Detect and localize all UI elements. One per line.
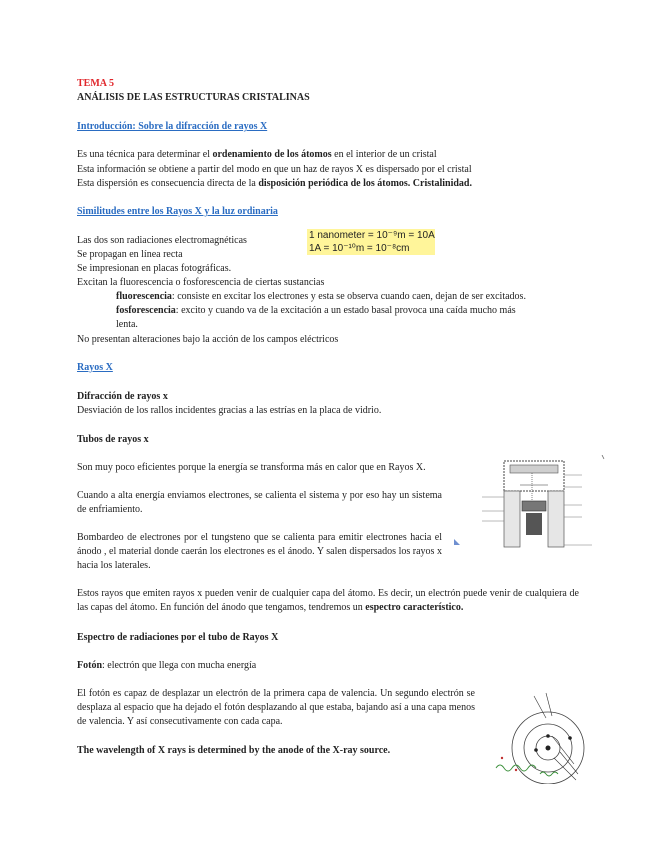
unit-note-angstrom: 1A = 10⁻¹⁰m = 10⁻⁸cm	[307, 242, 435, 255]
similitud-item: Excitan la fluorescencia o fosforescencia de ciertas sustancias	[77, 277, 325, 288]
capa-paragraph: Estos rayos que emiten rayos x pueden venir de cualquier capa del átomo. Es decir, un electrón puede venir de cualquiera de las capas del átomo. En función del ánodo que tengamos, tendremos un espectro característico.	[77, 588, 579, 613]
rayos-heading-link[interactable]: Rayos X	[77, 362, 113, 373]
tubos-title: Tubos de rayos x	[77, 434, 149, 445]
atom-shell-diagram	[494, 688, 586, 784]
tubos-paragraph-2: Cuando a alta energía enviamos electrones, se calienta el sistema y por eso hay un sistema de enfriamiento.	[77, 490, 442, 515]
foton-paragraph: El fotón es capaz de desplazar un electrón de la primera capa de valencia. Un segundo electrón se desplaza al espacio que ha dejado el fotón desplazando al que estaba, bajando así a una capa menos de valencia. Y así consecutivamente con cada capa.	[77, 688, 475, 727]
wavelength-statement: The wavelength of X rays is determined by the anode of the X-ray source.	[77, 745, 391, 756]
fosforescencia-definition: fosforescencia: excito y cuando va de la excitación a un estado basal provoca una caída mucho más	[116, 305, 516, 316]
similitud-last: No presentan alteraciones bajo la acción de los campos eléctricos	[77, 334, 339, 345]
difraccion-title: Difracción de rayos x	[77, 391, 168, 402]
page-title: ANÁLISIS DE LAS ESTRUCTURAS CRISTALINAS	[77, 92, 310, 103]
intro-line-3: Esta dispersión es consecuencia directa de la disposición periódica de los átomos. Cristalinidad.	[77, 178, 472, 189]
xray-tube-diagram	[452, 455, 612, 555]
difraccion-text: Desviación de los rallos incidentes gracias a las estrías en la placa de vidrio.	[77, 405, 382, 416]
similitud-item: Se propagan en línea recta	[77, 249, 183, 260]
intro-line-1: Es una técnica para determinar el ordenamiento de los átomos en el interior de un cristal	[77, 149, 437, 160]
intro-heading-link[interactable]: Introducción: Sobre la difracción de rayos X	[77, 121, 268, 132]
tubos-paragraph-3: Bombardeo de electrones por el tungsteno que se calienta para emitir electrones hacia el ánodo , el material donde caerán los electrones es el ánodo. Y salen dispersados los rayos x hacia los laterales.	[77, 532, 442, 571]
foton-definition: Fotón: electrón que llega con mucha energía	[77, 660, 257, 671]
intro-line-2: Esta información se obtiene a partir del modo en que un haz de rayos X es dispersado por el cristal	[77, 164, 472, 175]
unit-note-nanometer: 1 nanometer = 10⁻⁹m = 10A	[309, 230, 435, 241]
similitud-item: Se impresionan en placas fotográficas.	[77, 263, 232, 274]
fosforescencia-definition-cont: lenta.	[116, 319, 138, 330]
espectro-title: Espectro de radiaciones por el tubo de Rayos X	[77, 632, 279, 643]
tubos-paragraph-1: Son muy poco eficientes porque la energía se transforma más en calor que en Rayos X.	[77, 462, 426, 473]
fluorescencia-definition: fluorescencia: consiste en excitar los electrones y esta se observa cuando caen, dejan de ser excitados.	[116, 291, 526, 302]
similitud-item: Las dos son radiaciones electromagnéticas	[77, 235, 247, 246]
tema-label: TEMA 5	[77, 78, 114, 89]
similitudes-heading-link[interactable]: Similitudes entre los Rayos X y la luz ordinaria	[77, 206, 278, 217]
